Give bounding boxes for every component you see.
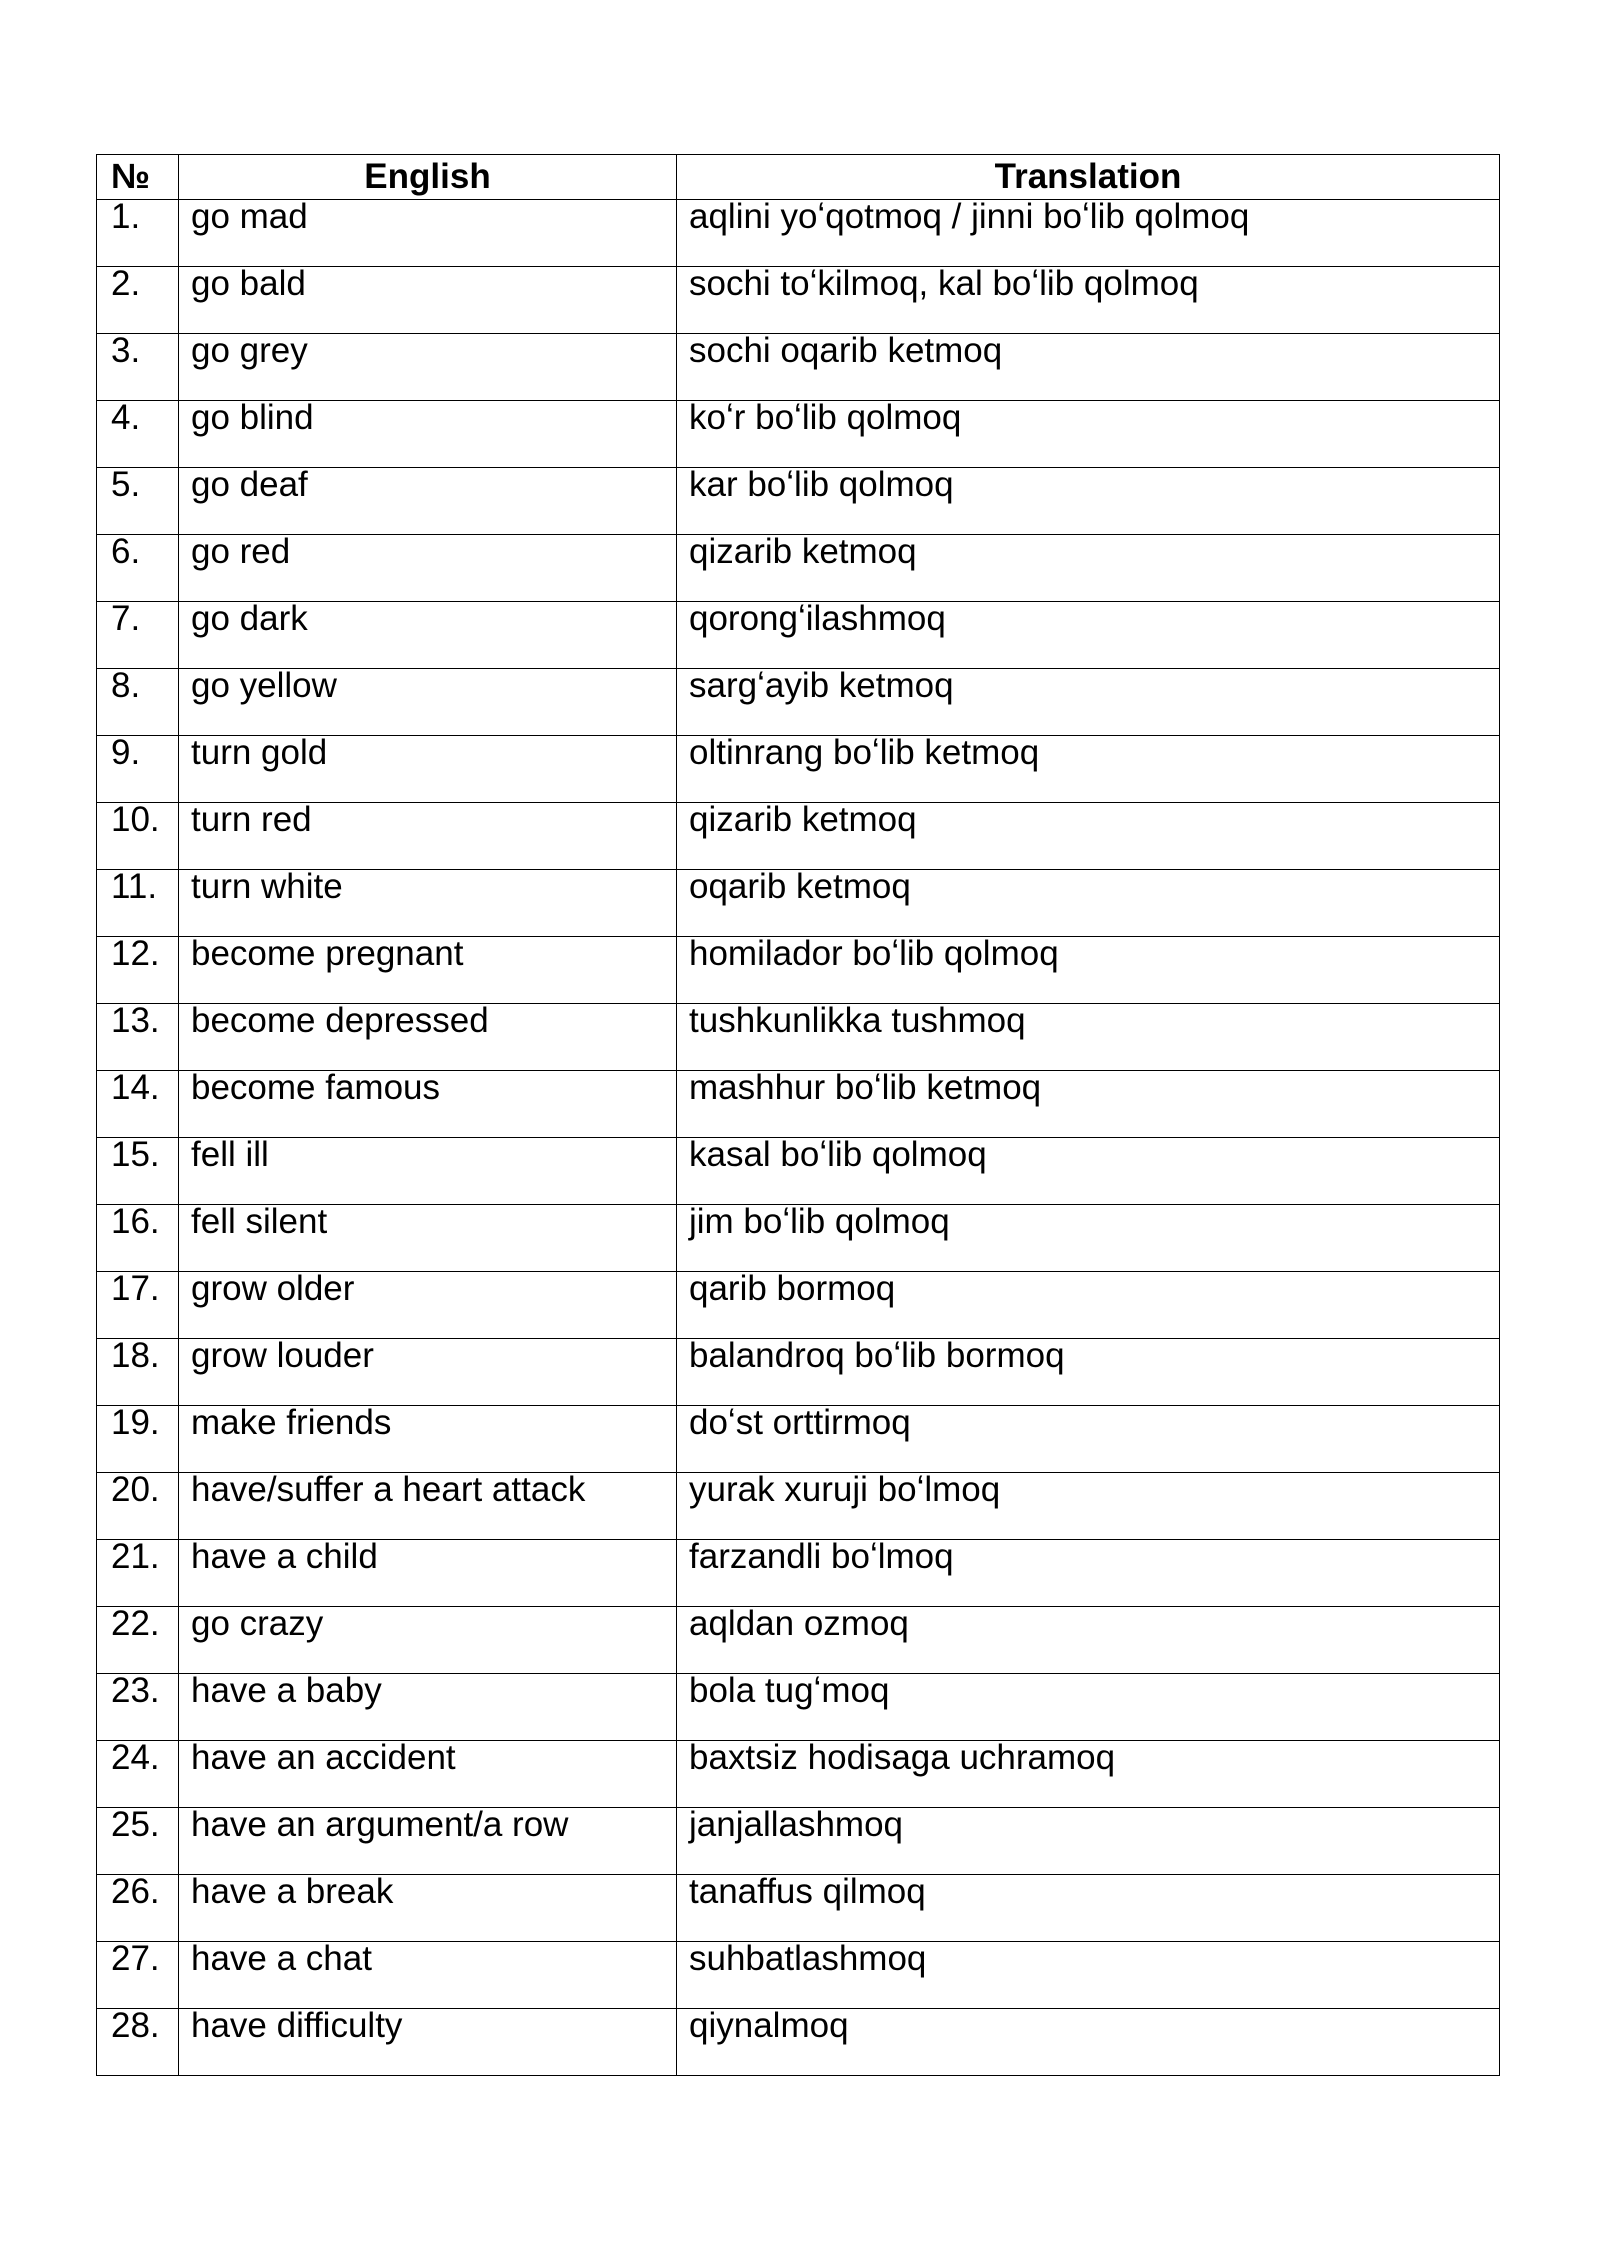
row-number: 1. (111, 199, 141, 236)
table-row (97, 1004, 1500, 1071)
english-phrase: turn gold (191, 735, 328, 772)
english-phrase-cell (179, 1205, 677, 1272)
row-number-cell (97, 1071, 179, 1138)
translation-text-cell (677, 1406, 1500, 1473)
english-phrase-cell (179, 1272, 677, 1339)
english-phrase: have a break (191, 1874, 394, 1911)
row-number: 14. (111, 1070, 160, 1107)
translation-text: balandroq boʻlib bormoq (689, 1338, 1065, 1375)
translation-text-cell (677, 1942, 1500, 2009)
english-phrase-cell (179, 1808, 677, 1875)
row-number-cell (97, 1272, 179, 1339)
translation-text-cell (677, 1875, 1500, 1942)
translation-text: aqlini yoʻqotmoq / jinni boʻlib qolmoq (689, 199, 1250, 236)
english-phrase: become famous (191, 1070, 441, 1107)
english-phrase: go red (191, 534, 291, 571)
translation-text-cell (677, 870, 1500, 937)
table-row (97, 1138, 1500, 1205)
row-number-cell (97, 334, 179, 401)
table-row (97, 803, 1500, 870)
translation-text: doʻst orttirmoq (689, 1405, 911, 1442)
translation-text-cell (677, 1674, 1500, 1741)
english-phrase: have an accident (191, 1740, 456, 1777)
english-phrase: make friends (191, 1405, 392, 1442)
translation-text: baxtsiz hodisaga uchramoq (689, 1740, 1116, 1777)
translation-text-cell (677, 1004, 1500, 1071)
translation-text: bola tugʻmoq (689, 1673, 890, 1710)
translation-text: farzandli boʻlmoq (689, 1539, 954, 1576)
english-phrase-cell (179, 267, 677, 334)
translation-text: jim boʻlib qolmoq (689, 1204, 950, 1241)
translation-text-cell (677, 334, 1500, 401)
row-number: 28. (111, 2008, 160, 2045)
table-row (97, 1875, 1500, 1942)
english-phrase-cell (179, 468, 677, 535)
table-row (97, 1741, 1500, 1808)
row-number-cell (97, 200, 179, 267)
english-phrase: fell ill (191, 1137, 269, 1174)
english-phrase: go yellow (191, 668, 337, 705)
table-row (97, 1406, 1500, 1473)
row-number: 21. (111, 1539, 160, 1576)
english-phrase: have an argument/a row (191, 1807, 569, 1844)
row-number: 9. (111, 735, 141, 772)
row-number: 19. (111, 1405, 160, 1442)
table-row (97, 334, 1500, 401)
row-number-cell (97, 870, 179, 937)
row-number-cell (97, 602, 179, 669)
table-row (97, 1205, 1500, 1272)
table-header-row (97, 155, 1500, 200)
row-number: 3. (111, 333, 141, 370)
row-number-cell (97, 803, 179, 870)
english-phrase: grow older (191, 1271, 355, 1308)
translation-text-cell (677, 1473, 1500, 1540)
row-number-cell (97, 1406, 179, 1473)
row-number: 5. (111, 467, 141, 504)
english-phrase-cell (179, 1942, 677, 2009)
translation-text-cell (677, 803, 1500, 870)
row-number-cell (97, 468, 179, 535)
translation-text: sargʻayib ketmoq (689, 668, 954, 705)
english-phrase: fell silent (191, 1204, 328, 1241)
row-number-cell (97, 1339, 179, 1406)
row-number: 2. (111, 266, 141, 303)
row-number-cell (97, 1875, 179, 1942)
english-phrase: become depressed (191, 1003, 489, 1040)
translation-text: qorongʻilashmoq (689, 601, 946, 638)
english-phrase-cell (179, 1138, 677, 1205)
translation-text: tanaffus qilmoq (689, 1874, 926, 1911)
table-row (97, 1808, 1500, 1875)
english-phrase-cell (179, 334, 677, 401)
english-phrase-cell (179, 803, 677, 870)
translation-text-cell (677, 602, 1500, 669)
row-number-cell (97, 2009, 179, 2076)
english-phrase: go grey (191, 333, 308, 370)
table-row (97, 1071, 1500, 1138)
row-number-cell (97, 1741, 179, 1808)
table-row (97, 1473, 1500, 1540)
translation-text-cell (677, 1138, 1500, 1205)
english-phrase-cell (179, 870, 677, 937)
row-number: 24. (111, 1740, 160, 1777)
header-english: English (179, 155, 677, 200)
row-number: 17. (111, 1271, 160, 1308)
translation-text-cell (677, 535, 1500, 602)
row-number-cell (97, 1473, 179, 1540)
english-phrase: go mad (191, 199, 308, 236)
table-row (97, 1339, 1500, 1406)
translation-text: koʻr boʻlib qolmoq (689, 400, 962, 437)
english-phrase-cell (179, 1473, 677, 1540)
english-phrase-cell (179, 1406, 677, 1473)
row-number-cell (97, 1942, 179, 2009)
translation-text: homilador boʻlib qolmoq (689, 936, 1059, 973)
english-phrase: become pregnant (191, 936, 464, 973)
table-row (97, 267, 1500, 334)
translation-text-cell (677, 1607, 1500, 1674)
row-number: 7. (111, 601, 141, 638)
row-number-cell (97, 669, 179, 736)
english-phrase-cell (179, 1607, 677, 1674)
english-phrase-cell (179, 1875, 677, 1942)
header-number: № (97, 155, 179, 200)
table-row (97, 1540, 1500, 1607)
english-phrase-cell (179, 2009, 677, 2076)
table-row (97, 1942, 1500, 2009)
translation-text-cell (677, 736, 1500, 803)
translation-text: qizarib ketmoq (689, 534, 917, 571)
english-phrase: have a chat (191, 1941, 372, 1978)
translation-text-cell (677, 937, 1500, 1004)
english-phrase: turn white (191, 869, 343, 906)
english-phrase-cell (179, 1004, 677, 1071)
header-translation: Translation (677, 155, 1500, 200)
row-number: 6. (111, 534, 141, 571)
english-phrase-cell (179, 1339, 677, 1406)
translation-text-cell (677, 2009, 1500, 2076)
english-phrase-cell (179, 669, 677, 736)
english-phrase: turn red (191, 802, 312, 839)
table-row (97, 401, 1500, 468)
table-row (97, 1272, 1500, 1339)
translation-text: sochi oqarib ketmoq (689, 333, 1003, 370)
translation-text-cell (677, 1540, 1500, 1607)
table-row (97, 1674, 1500, 1741)
translation-text-cell (677, 401, 1500, 468)
translation-text: suhbatlashmoq (689, 1941, 927, 1978)
english-phrase-cell (179, 1674, 677, 1741)
row-number-cell (97, 535, 179, 602)
english-phrase: go bald (191, 266, 306, 303)
english-phrase: have/suffer a heart attack (191, 1472, 586, 1509)
english-phrase: have a child (191, 1539, 378, 1576)
vocabulary-table (96, 154, 1500, 2076)
row-number: 12. (111, 936, 160, 973)
row-number: 25. (111, 1807, 160, 1844)
translation-text-cell (677, 669, 1500, 736)
translation-text: oltinrang boʻlib ketmoq (689, 735, 1040, 772)
english-phrase-cell (179, 736, 677, 803)
table-row (97, 870, 1500, 937)
table-row (97, 2009, 1500, 2076)
table-row (97, 736, 1500, 803)
english-phrase: go crazy (191, 1606, 324, 1643)
translation-text: oqarib ketmoq (689, 869, 911, 906)
row-number: 23. (111, 1673, 160, 1710)
translation-text: mashhur boʻlib ketmoq (689, 1070, 1042, 1107)
english-phrase-cell (179, 535, 677, 602)
translation-text: kar boʻlib qolmoq (689, 467, 954, 504)
translation-text: aqldan ozmoq (689, 1606, 909, 1643)
english-phrase: have a baby (191, 1673, 382, 1710)
english-phrase-cell (179, 1071, 677, 1138)
translation-text: qiynalmoq (689, 2008, 849, 2045)
row-number-cell (97, 1540, 179, 1607)
translation-text-cell (677, 267, 1500, 334)
translation-text-cell (677, 200, 1500, 267)
english-phrase-cell (179, 1741, 677, 1808)
translation-text: qarib bormoq (689, 1271, 896, 1308)
english-phrase-cell (179, 1540, 677, 1607)
table-row (97, 937, 1500, 1004)
english-phrase: grow louder (191, 1338, 374, 1375)
table-row (97, 468, 1500, 535)
table-row (97, 535, 1500, 602)
english-phrase: go dark (191, 601, 308, 638)
english-phrase-cell (179, 200, 677, 267)
translation-text-cell (677, 1808, 1500, 1875)
row-number: 15. (111, 1137, 160, 1174)
row-number: 13. (111, 1003, 160, 1040)
row-number-cell (97, 1808, 179, 1875)
row-number: 16. (111, 1204, 160, 1241)
translation-text-cell (677, 468, 1500, 535)
translation-text-cell (677, 1741, 1500, 1808)
english-phrase-cell (179, 602, 677, 669)
translation-text: janjallashmoq (689, 1807, 904, 1844)
row-number-cell (97, 1004, 179, 1071)
table-body (97, 200, 1500, 2076)
row-number-cell (97, 736, 179, 803)
table-row (97, 1607, 1500, 1674)
row-number-cell (97, 1674, 179, 1741)
table-row (97, 602, 1500, 669)
translation-text: yurak xuruji boʻlmoq (689, 1472, 1001, 1509)
translation-text-cell (677, 1272, 1500, 1339)
row-number: 11. (111, 869, 158, 906)
row-number-cell (97, 401, 179, 468)
row-number-cell (97, 267, 179, 334)
translation-text: tushkunlikka tushmoq (689, 1003, 1026, 1040)
english-phrase: go deaf (191, 467, 308, 504)
row-number-cell (97, 1205, 179, 1272)
english-phrase: go blind (191, 400, 314, 437)
row-number: 20. (111, 1472, 160, 1509)
translation-text-cell (677, 1339, 1500, 1406)
english-phrase: have difficulty (191, 2008, 403, 2045)
translation-text-cell (677, 1071, 1500, 1138)
row-number: 26. (111, 1874, 160, 1911)
row-number-cell (97, 1138, 179, 1205)
row-number: 18. (111, 1338, 160, 1375)
translation-text: sochi toʻkilmoq, kal boʻlib qolmoq (689, 266, 1199, 303)
row-number: 27. (111, 1941, 160, 1978)
translation-text-cell (677, 1205, 1500, 1272)
translation-text: qizarib ketmoq (689, 802, 917, 839)
row-number-cell (97, 1607, 179, 1674)
table-row (97, 669, 1500, 736)
translation-text: kasal boʻlib qolmoq (689, 1137, 987, 1174)
row-number-cell (97, 937, 179, 1004)
english-phrase-cell (179, 937, 677, 1004)
row-number: 4. (111, 400, 141, 437)
table-row (97, 200, 1500, 267)
english-phrase-cell (179, 401, 677, 468)
row-number: 22. (111, 1606, 160, 1643)
row-number: 8. (111, 668, 141, 705)
row-number: 10. (111, 802, 160, 839)
